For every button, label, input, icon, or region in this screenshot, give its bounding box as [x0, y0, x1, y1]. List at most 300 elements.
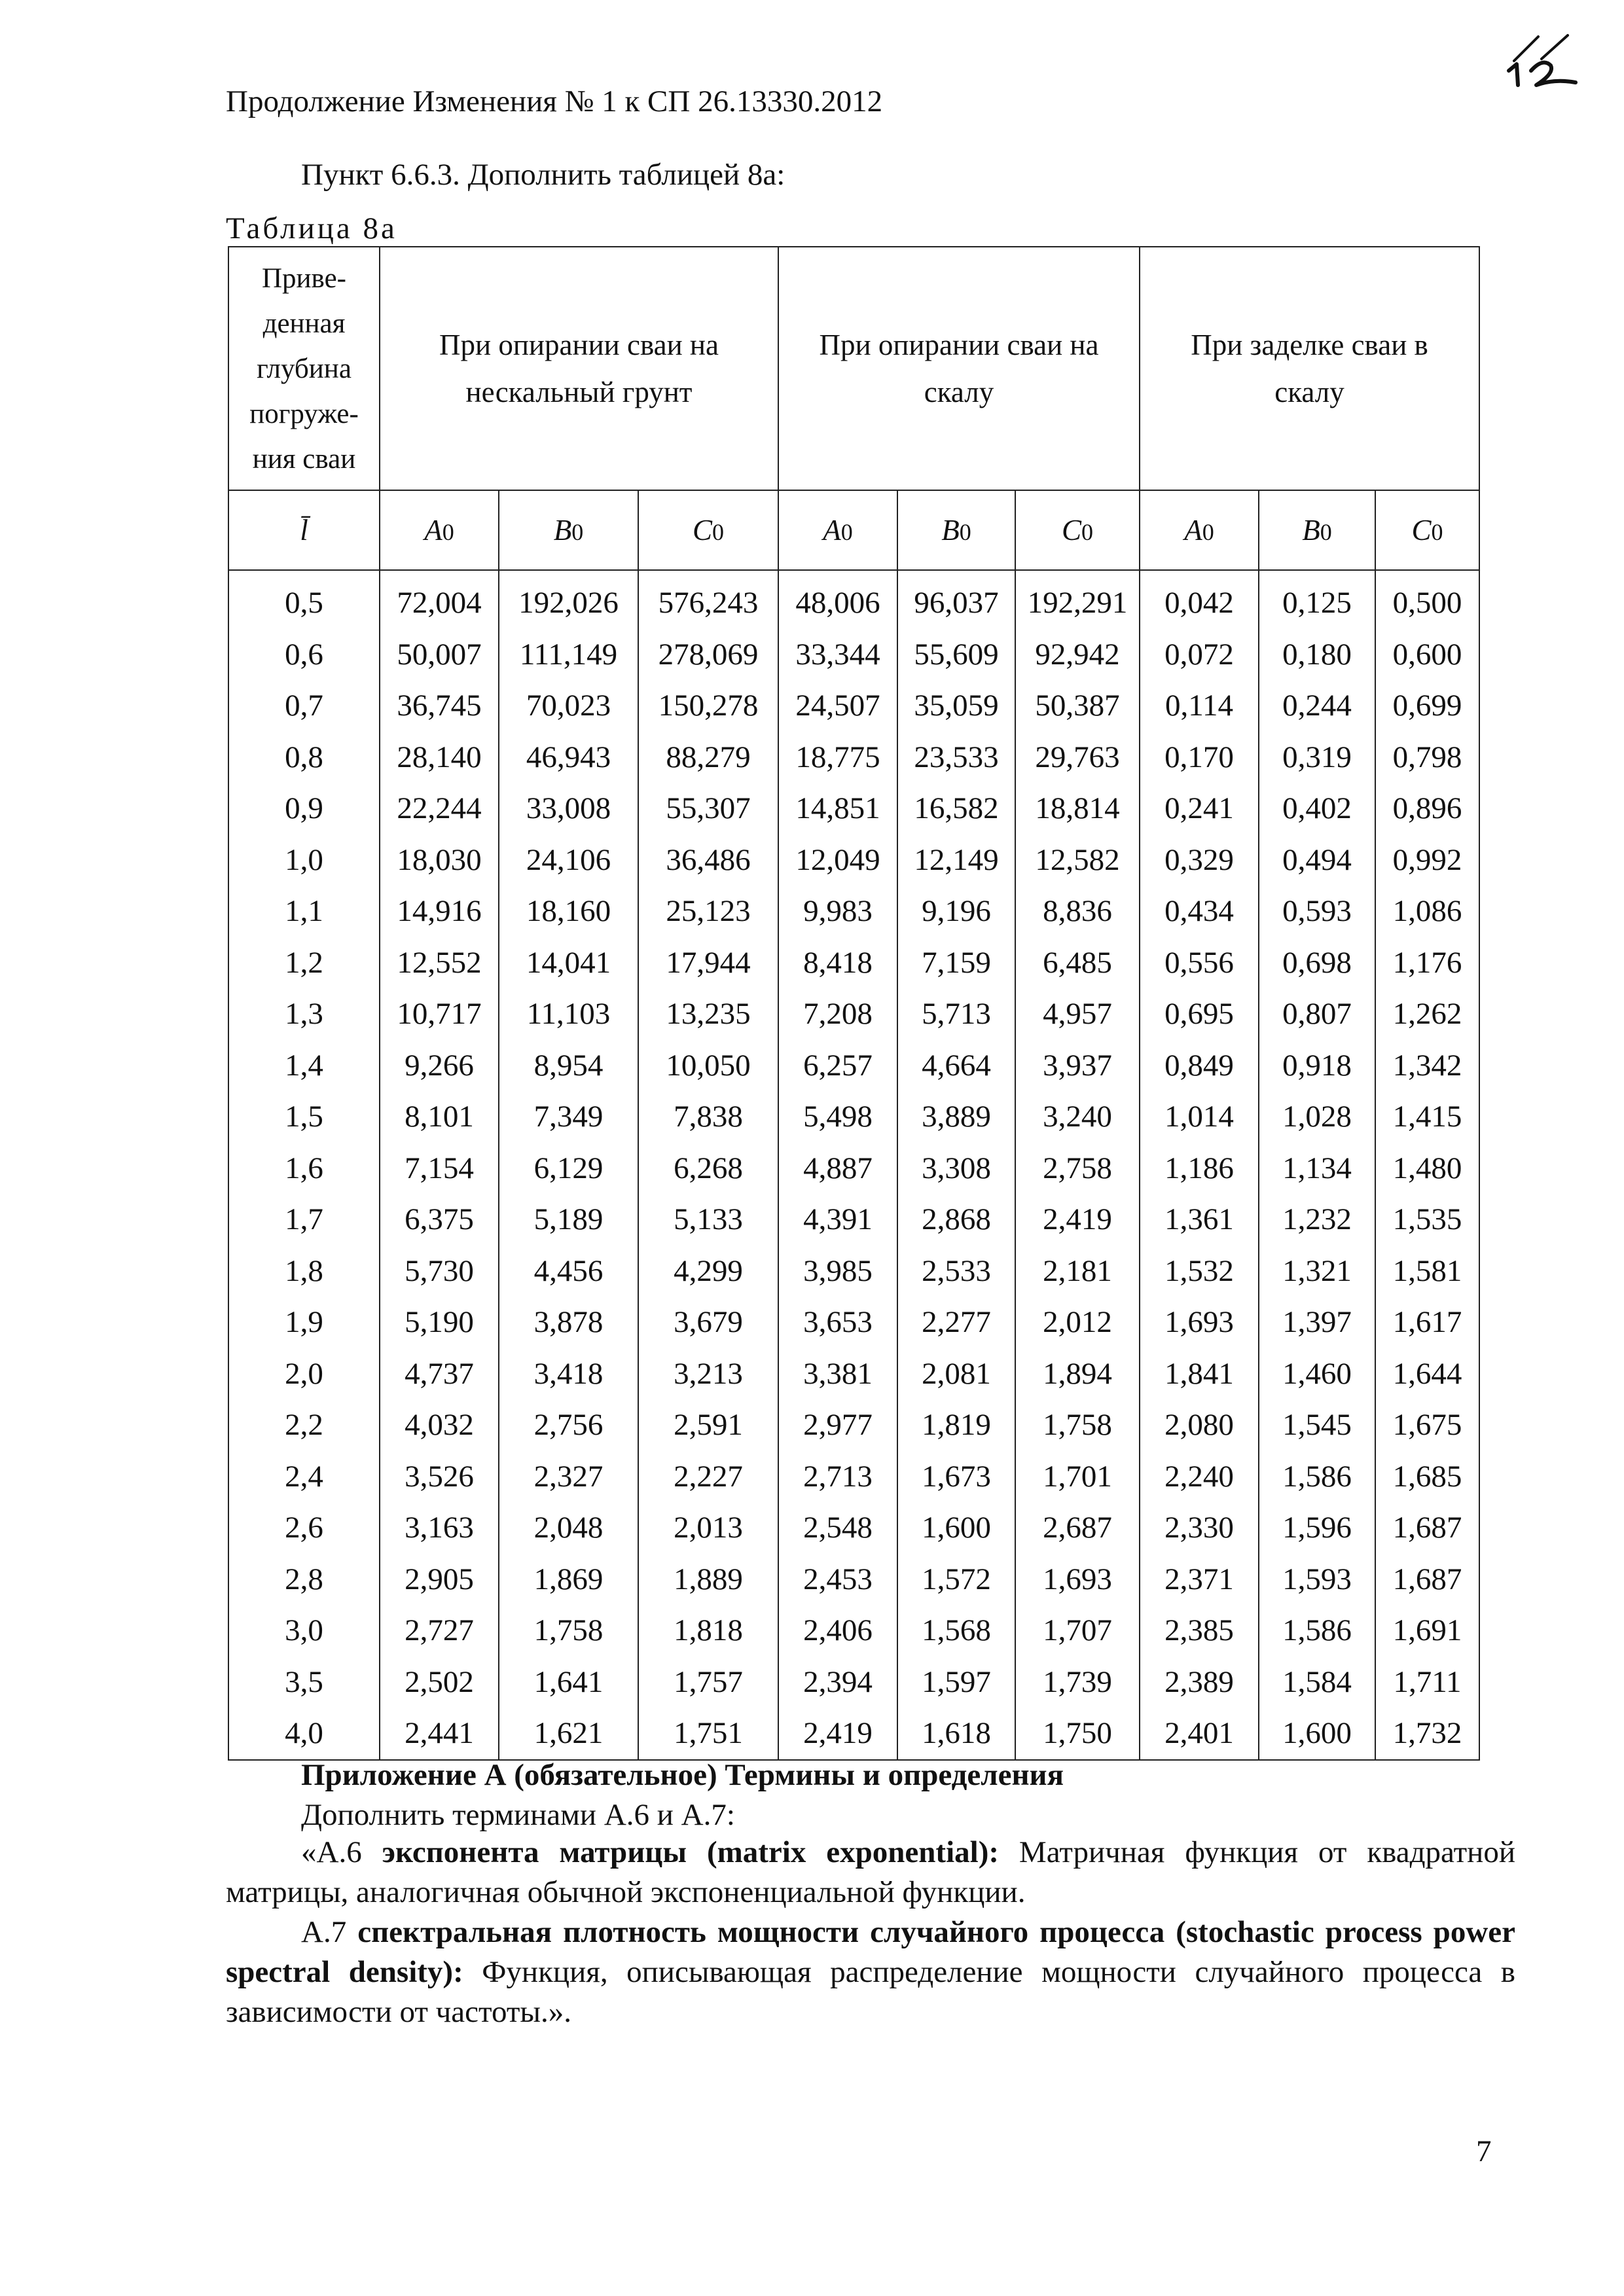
value-cell: 1,685: [1375, 1451, 1479, 1503]
table-row: [228, 988, 1479, 1040]
value-cell: 3,653: [778, 1297, 897, 1348]
value-cell: 1,176: [1375, 937, 1479, 989]
depth-cell: 1,2: [228, 937, 380, 989]
table-row: [228, 1091, 1479, 1143]
value-cell: 1,581: [1375, 1246, 1479, 1297]
coef-subscript: 0: [1431, 519, 1443, 545]
value-cell: 1,750: [1015, 1708, 1140, 1760]
term-a7-prefix: А.7: [301, 1915, 358, 1949]
value-cell: 14,041: [499, 937, 638, 989]
table-caption: Таблица 8а: [226, 211, 397, 245]
value-cell: 1,596: [1259, 1502, 1375, 1554]
table-row: [228, 1348, 1479, 1400]
value-cell: 150,278: [638, 680, 778, 732]
value-cell: 12,552: [380, 937, 499, 989]
value-cell: 0,494: [1259, 834, 1375, 886]
value-cell: 4,391: [778, 1194, 897, 1246]
value-cell: 3,985: [778, 1246, 897, 1297]
value-cell: 22,244: [380, 783, 499, 834]
table-row: [228, 1040, 1479, 1092]
value-cell: 0,170: [1140, 732, 1259, 783]
header-group-nonrock: [380, 247, 778, 490]
depth-cell: 0,9: [228, 783, 380, 834]
value-cell: 12,582: [1015, 834, 1140, 886]
depth-cell: 1,7: [228, 1194, 380, 1246]
value-cell: 2,406: [778, 1605, 897, 1657]
table-row: [228, 1605, 1479, 1657]
handwritten-page-mark: [1502, 31, 1587, 90]
value-cell: 1,691: [1375, 1605, 1479, 1657]
value-cell: 2,713: [778, 1451, 897, 1503]
value-cell: 1,693: [1140, 1297, 1259, 1348]
value-cell: 0,896: [1375, 783, 1479, 834]
table-row: [228, 1143, 1479, 1194]
value-cell: 55,307: [638, 783, 778, 834]
header-group-rock-embedment: [1140, 247, 1479, 490]
value-cell: 11,103: [499, 988, 638, 1040]
value-cell: 14,916: [380, 886, 499, 937]
value-cell: 4,299: [638, 1246, 778, 1297]
value-cell: 1,361: [1140, 1194, 1259, 1246]
value-cell: 5,190: [380, 1297, 499, 1348]
value-cell: 2,389: [1140, 1657, 1259, 1708]
value-cell: 2,727: [380, 1605, 499, 1657]
depth-cell: 2,0: [228, 1348, 380, 1400]
value-cell: 1,532: [1140, 1246, 1259, 1297]
table-row: [228, 1657, 1479, 1708]
value-cell: 12,149: [897, 834, 1015, 886]
coef-letter: B: [1302, 514, 1320, 547]
coef-subscript: 0: [1320, 519, 1332, 545]
value-cell: 7,154: [380, 1143, 499, 1194]
value-cell: 2,080: [1140, 1399, 1259, 1451]
value-cell: 0,402: [1259, 783, 1375, 834]
header-group-line: При опирании сваи на: [439, 329, 719, 361]
value-cell: 7,159: [897, 937, 1015, 989]
value-cell: 1,687: [1375, 1554, 1479, 1605]
value-cell: 3,213: [638, 1348, 778, 1400]
value-cell: 24,507: [778, 680, 897, 732]
value-cell: 3,308: [897, 1143, 1015, 1194]
table-row: [228, 1297, 1479, 1348]
value-cell: 2,868: [897, 1194, 1015, 1246]
value-cell: 1,707: [1015, 1605, 1140, 1657]
value-cell: 1,819: [897, 1399, 1015, 1451]
value-cell: 1,545: [1259, 1399, 1375, 1451]
value-cell: 1,593: [1259, 1554, 1375, 1605]
value-cell: 96,037: [897, 577, 1015, 629]
value-cell: 36,745: [380, 680, 499, 732]
term-a7: [226, 1912, 1515, 2032]
value-cell: 8,101: [380, 1091, 499, 1143]
coef-letter: C: [692, 514, 712, 547]
value-cell: 0,244: [1259, 680, 1375, 732]
value-cell: 1,757: [638, 1657, 778, 1708]
value-cell: 0,807: [1259, 988, 1375, 1040]
value-cell: 1,894: [1015, 1348, 1140, 1400]
header-group-line: скалу: [924, 376, 994, 408]
value-cell: 1,586: [1259, 1605, 1375, 1657]
table-row: [228, 834, 1479, 886]
value-cell: 2,240: [1140, 1451, 1259, 1503]
value-cell: 192,291: [1015, 577, 1140, 629]
value-cell: 0,434: [1140, 886, 1259, 937]
depth-cell: 2,6: [228, 1502, 380, 1554]
item-instruction: Пункт 6.6.3. Дополнить таблицей 8а:: [301, 158, 785, 192]
header-depth: [228, 247, 380, 490]
value-cell: 1,342: [1375, 1040, 1479, 1092]
depth-cell: 1,1: [228, 886, 380, 937]
value-cell: 1,732: [1375, 1708, 1479, 1760]
coef-letter: B: [941, 514, 960, 547]
term-a6-prefix: «А.6: [301, 1835, 382, 1869]
value-cell: 2,385: [1140, 1605, 1259, 1657]
table-row: [228, 886, 1479, 937]
value-cell: 12,049: [778, 834, 897, 886]
value-cell: 0,329: [1140, 834, 1259, 886]
coef-subscript: 0: [712, 519, 724, 545]
value-cell: 0,500: [1375, 577, 1479, 629]
term-a6-name: экспонента матрицы (matrix exponential):: [382, 1835, 999, 1869]
header-coef: [499, 490, 638, 570]
value-cell: 10,717: [380, 988, 499, 1040]
value-cell: 1,758: [499, 1605, 638, 1657]
value-cell: 2,277: [897, 1297, 1015, 1348]
header-depth-symbol: [228, 490, 380, 570]
value-cell: 1,480: [1375, 1143, 1479, 1194]
table-row: [228, 732, 1479, 783]
value-cell: 50,007: [380, 629, 499, 681]
value-cell: 9,266: [380, 1040, 499, 1092]
value-cell: 7,349: [499, 1091, 638, 1143]
header-depth-line: Приве-: [261, 262, 347, 294]
value-cell: 2,371: [1140, 1554, 1259, 1605]
appendix-add-terms: Дополнить терминами А.6 и А.7:: [301, 1798, 735, 1832]
value-cell: 4,737: [380, 1348, 499, 1400]
table-row: [228, 1451, 1479, 1503]
value-cell: 2,419: [1015, 1194, 1140, 1246]
value-cell: 0,849: [1140, 1040, 1259, 1092]
value-cell: 6,375: [380, 1194, 499, 1246]
value-cell: 7,208: [778, 988, 897, 1040]
value-cell: 3,163: [380, 1502, 499, 1554]
value-cell: 33,008: [499, 783, 638, 834]
value-cell: 2,441: [380, 1708, 499, 1760]
value-cell: 23,533: [897, 732, 1015, 783]
value-cell: 0,319: [1259, 732, 1375, 783]
value-cell: 1,673: [897, 1451, 1015, 1503]
coef-subscript: 0: [442, 519, 454, 545]
value-cell: 4,664: [897, 1040, 1015, 1092]
value-cell: 0,180: [1259, 629, 1375, 681]
depth-cell: 2,2: [228, 1399, 380, 1451]
coef-letter: C: [1411, 514, 1432, 547]
value-cell: 29,763: [1015, 732, 1140, 783]
term-a7-name: спектральная плотность мощности случайного процесса (stochastic process power spectral density):: [226, 1915, 1515, 1989]
value-cell: 92,942: [1015, 629, 1140, 681]
table-row: [228, 680, 1479, 732]
document-header: Продолжение Изменения № 1 к СП 26.13330.2012: [226, 84, 883, 118]
value-cell: 3,937: [1015, 1040, 1140, 1092]
depth-cell: 1,5: [228, 1091, 380, 1143]
coef-subscript: 0: [959, 519, 971, 545]
coef-subscript: 0: [840, 519, 853, 545]
value-cell: 3,526: [380, 1451, 499, 1503]
table-row: [228, 629, 1479, 681]
header-depth-line: погруже-: [249, 398, 359, 429]
term-a6-definition: Матричная функция от квадратной матрицы, аналогичная обычной экспоненциальной функции.: [226, 1835, 1515, 1909]
table-row: [228, 1246, 1479, 1297]
depth-cell: 0,5: [228, 577, 380, 629]
value-cell: 6,485: [1015, 937, 1140, 989]
value-cell: 1,889: [638, 1554, 778, 1605]
value-cell: 1,818: [638, 1605, 778, 1657]
value-cell: 2,181: [1015, 1246, 1140, 1297]
value-cell: 18,775: [778, 732, 897, 783]
header-coef: [897, 490, 1015, 570]
value-cell: 18,814: [1015, 783, 1140, 834]
header-coef: [1259, 490, 1375, 570]
depth-cell: 1,9: [228, 1297, 380, 1348]
coef-subscript: 0: [571, 519, 584, 545]
depth-cell: 4,0: [228, 1708, 380, 1760]
value-cell: 25,123: [638, 886, 778, 937]
value-cell: 1,568: [897, 1605, 1015, 1657]
value-cell: 9,196: [897, 886, 1015, 937]
table-row: [228, 937, 1479, 989]
value-cell: 2,401: [1140, 1708, 1259, 1760]
handwritten-12-icon: [1502, 31, 1587, 90]
depth-cell: 2,8: [228, 1554, 380, 1605]
value-cell: 8,836: [1015, 886, 1140, 937]
value-cell: 1,460: [1259, 1348, 1375, 1400]
value-cell: 10,050: [638, 1040, 778, 1092]
value-cell: 0,798: [1375, 732, 1479, 783]
value-cell: 1,584: [1259, 1657, 1375, 1708]
coefficients-table: [228, 246, 1480, 1761]
value-cell: 35,059: [897, 680, 1015, 732]
value-cell: 3,418: [499, 1348, 638, 1400]
page-number: 7: [1476, 2134, 1492, 2168]
value-cell: 4,887: [778, 1143, 897, 1194]
header-coef: [1375, 490, 1479, 570]
coef-letter: A: [424, 514, 442, 547]
coef-subscript: 0: [1202, 519, 1214, 545]
header-coef: [638, 490, 778, 570]
value-cell: 1,086: [1375, 886, 1479, 937]
value-cell: 7,838: [638, 1091, 778, 1143]
header-group-line: нескальный грунт: [465, 376, 693, 408]
value-cell: 0,072: [1140, 629, 1259, 681]
value-cell: 28,140: [380, 732, 499, 783]
value-cell: 1,617: [1375, 1297, 1479, 1348]
value-cell: 33,344: [778, 629, 897, 681]
depth-cell: 2,4: [228, 1451, 380, 1503]
value-cell: 2,013: [638, 1502, 778, 1554]
value-cell: 1,014: [1140, 1091, 1259, 1143]
header-group-line: скалу: [1274, 376, 1344, 408]
value-cell: 1,600: [1259, 1708, 1375, 1760]
value-cell: 5,498: [778, 1091, 897, 1143]
value-cell: 6,129: [499, 1143, 638, 1194]
value-cell: 6,268: [638, 1143, 778, 1194]
value-cell: 2,591: [638, 1399, 778, 1451]
depth-cell: 1,3: [228, 988, 380, 1040]
value-cell: 0,695: [1140, 988, 1259, 1040]
value-cell: 4,957: [1015, 988, 1140, 1040]
value-cell: 0,042: [1140, 577, 1259, 629]
value-cell: 0,556: [1140, 937, 1259, 989]
value-cell: 576,243: [638, 577, 778, 629]
depth-cell: 3,0: [228, 1605, 380, 1657]
depth-cell: 1,0: [228, 834, 380, 886]
value-cell: 3,381: [778, 1348, 897, 1400]
value-cell: 1,641: [499, 1657, 638, 1708]
value-cell: 36,486: [638, 834, 778, 886]
value-cell: 2,327: [499, 1451, 638, 1503]
header-depth-line: глубина: [257, 353, 352, 384]
value-cell: 2,905: [380, 1554, 499, 1605]
value-cell: 1,621: [499, 1708, 638, 1760]
depth-cell: 0,6: [228, 629, 380, 681]
value-cell: 18,160: [499, 886, 638, 937]
value-cell: 1,687: [1375, 1502, 1479, 1554]
value-cell: 4,032: [380, 1399, 499, 1451]
value-cell: 55,609: [897, 629, 1015, 681]
value-cell: 3,240: [1015, 1091, 1140, 1143]
value-cell: 18,030: [380, 834, 499, 886]
value-cell: 0,114: [1140, 680, 1259, 732]
appendix-title: Приложение А (обязательное) Термины и определения: [301, 1758, 1064, 1792]
value-cell: 1,586: [1259, 1451, 1375, 1503]
value-cell: 2,758: [1015, 1143, 1140, 1194]
value-cell: 88,279: [638, 732, 778, 783]
value-cell: 70,023: [499, 680, 638, 732]
value-cell: 13,235: [638, 988, 778, 1040]
coef-letter: A: [1184, 514, 1202, 547]
value-cell: 5,730: [380, 1246, 499, 1297]
value-cell: 2,453: [778, 1554, 897, 1605]
value-cell: 1,841: [1140, 1348, 1259, 1400]
value-cell: 2,048: [499, 1502, 638, 1554]
value-cell: 1,869: [499, 1554, 638, 1605]
coef-letter: A: [823, 514, 841, 547]
header-coef: [380, 490, 499, 570]
header-group-rock-support: [778, 247, 1140, 490]
value-cell: 0,600: [1375, 629, 1479, 681]
value-cell: 6,257: [778, 1040, 897, 1092]
term-a6: [226, 1833, 1515, 1912]
value-cell: 24,106: [499, 834, 638, 886]
value-cell: 2,419: [778, 1708, 897, 1760]
value-cell: 1,028: [1259, 1091, 1375, 1143]
value-cell: 1,232: [1259, 1194, 1375, 1246]
value-cell: 1,262: [1375, 988, 1479, 1040]
table-row: [228, 1708, 1479, 1760]
value-cell: 48,006: [778, 577, 897, 629]
depth-cell: 0,8: [228, 732, 380, 783]
value-cell: 2,502: [380, 1657, 499, 1708]
value-cell: 1,397: [1259, 1297, 1375, 1348]
value-cell: 2,548: [778, 1502, 897, 1554]
value-cell: 0,699: [1375, 680, 1479, 732]
value-cell: 8,418: [778, 937, 897, 989]
value-cell: 1,751: [638, 1708, 778, 1760]
header-coef: [1015, 490, 1140, 570]
table-row: [228, 1502, 1479, 1554]
depth-cell: 3,5: [228, 1657, 380, 1708]
value-cell: 16,582: [897, 783, 1015, 834]
coef-letter: C: [1061, 514, 1081, 547]
value-cell: 1,572: [897, 1554, 1015, 1605]
value-cell: 8,954: [499, 1040, 638, 1092]
value-cell: 46,943: [499, 732, 638, 783]
value-cell: 1,415: [1375, 1091, 1479, 1143]
table-row: [228, 1194, 1479, 1246]
header-depth-line: денная: [262, 308, 346, 339]
header-group-line: При заделке сваи в: [1191, 329, 1428, 361]
header-group-line: При опирании сваи на: [819, 329, 1099, 361]
table-row: [228, 783, 1479, 834]
value-cell: 2,394: [778, 1657, 897, 1708]
value-cell: 50,387: [1015, 680, 1140, 732]
value-cell: 5,713: [897, 988, 1015, 1040]
term-a7-definition: Функция, описывающая распределение мощности случайного процесса в зависимости от частоты.».: [226, 1955, 1515, 2029]
value-cell: 1,597: [897, 1657, 1015, 1708]
value-cell: 1,711: [1375, 1657, 1479, 1708]
depth-symbol: l̄: [300, 514, 308, 547]
value-cell: 1,701: [1015, 1451, 1140, 1503]
table-row: [228, 577, 1479, 629]
value-cell: 4,456: [499, 1246, 638, 1297]
value-cell: 1,618: [897, 1708, 1015, 1760]
value-cell: 1,535: [1375, 1194, 1479, 1246]
value-cell: 0,593: [1259, 886, 1375, 937]
value-cell: 2,687: [1015, 1502, 1140, 1554]
value-cell: 0,125: [1259, 577, 1375, 629]
value-cell: 2,012: [1015, 1297, 1140, 1348]
value-cell: 2,330: [1140, 1502, 1259, 1554]
value-cell: 1,186: [1140, 1143, 1259, 1194]
header-coef: [1140, 490, 1259, 570]
value-cell: 1,739: [1015, 1657, 1140, 1708]
value-cell: 111,149: [499, 629, 638, 681]
value-cell: 14,851: [778, 783, 897, 834]
value-cell: 2,227: [638, 1451, 778, 1503]
table-row: [228, 1399, 1479, 1451]
value-cell: 1,758: [1015, 1399, 1140, 1451]
depth-cell: 1,4: [228, 1040, 380, 1092]
value-cell: 0,992: [1375, 834, 1479, 886]
value-cell: 0,698: [1259, 937, 1375, 989]
value-cell: 1,600: [897, 1502, 1015, 1554]
value-cell: 3,679: [638, 1297, 778, 1348]
header-depth-line: ния сваи: [252, 443, 356, 475]
header-coef: [778, 490, 897, 570]
value-cell: 3,878: [499, 1297, 638, 1348]
value-cell: 2,081: [897, 1348, 1015, 1400]
depth-cell: 1,6: [228, 1143, 380, 1194]
depth-cell: 0,7: [228, 680, 380, 732]
value-cell: 3,889: [897, 1091, 1015, 1143]
value-cell: 2,756: [499, 1399, 638, 1451]
value-cell: 2,533: [897, 1246, 1015, 1297]
value-cell: 72,004: [380, 577, 499, 629]
value-cell: 1,644: [1375, 1348, 1479, 1400]
value-cell: 1,321: [1259, 1246, 1375, 1297]
value-cell: 0,918: [1259, 1040, 1375, 1092]
value-cell: 192,026: [499, 577, 638, 629]
